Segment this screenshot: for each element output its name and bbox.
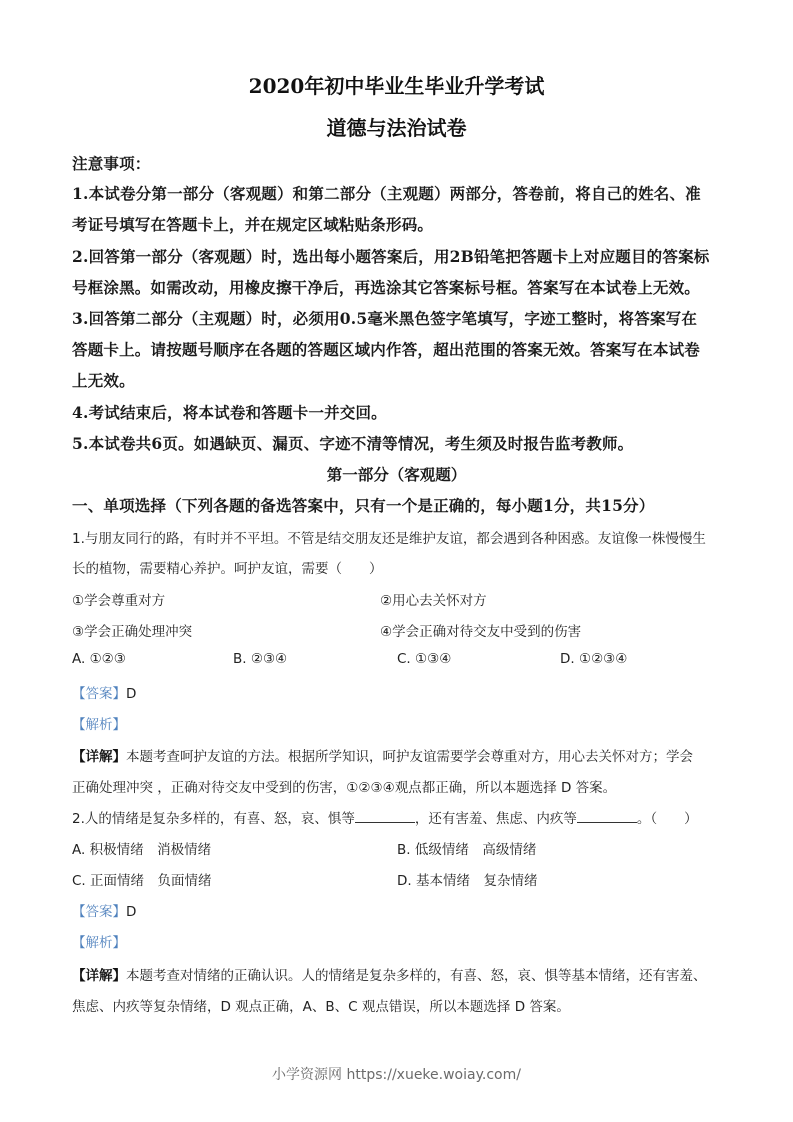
question-2-stem bbox=[72, 807, 698, 827]
footer-watermark: 小学资源网 https://xueke.woiay.com/ bbox=[272, 1067, 521, 1083]
answer-value: D bbox=[126, 686, 137, 702]
stem-text: ，还有害羞、焦虑、内疚等 bbox=[414, 811, 577, 827]
part1-heading: 第一部分（客观题） bbox=[326, 465, 467, 484]
notes-line: 号框涂黑。如需改动，用橡皮擦干净后，再选涂其它答案标号框。答案写在本试卷上无效。 bbox=[72, 278, 701, 297]
question-2-detail bbox=[72, 964, 707, 984]
stem-text: 。（ ） bbox=[636, 811, 698, 827]
question-2-detail-cont: 焦虑、内疚等复杂情绪，D 观点正确，A、B、C 观点错误，所以本题选择 D 答案。 bbox=[72, 999, 570, 1015]
notes-line: 考证号填写在答题卡上，并在规定区域粘贴条形码。 bbox=[72, 215, 434, 234]
fill-blank bbox=[577, 810, 637, 823]
notes-line: 上无效。 bbox=[72, 371, 135, 390]
answer-tag: 【答案】 bbox=[72, 904, 126, 920]
question-1-option-a: A. ①②③ bbox=[72, 651, 126, 667]
question-1-statement-1: ①学会尊重对方 bbox=[72, 593, 166, 609]
stem-text: 2.人的情绪是复杂多样的，有喜、怒，哀、惧等 bbox=[72, 811, 355, 827]
detail-tag: 【详解】 bbox=[72, 968, 126, 984]
question-1-option-d: D. ①②③④ bbox=[560, 651, 628, 667]
notes-line: 3.回答第二部分（主观题）时，必须用0.5毫米黑色签字笔填写，字迹工整时，将答案写在 bbox=[72, 309, 698, 328]
question-2-option-d: D. 基本情绪 复杂情绪 bbox=[397, 873, 538, 889]
question-2-analysis-tag: 【解析】 bbox=[72, 935, 126, 951]
question-1-analysis-tag: 【解析】 bbox=[72, 717, 126, 733]
exam-title: 2020年初中毕业生毕业升学考试 bbox=[248, 74, 545, 98]
answer-value: D bbox=[126, 904, 137, 920]
notes-line: 答题卡上。请按题号顺序在各题的答题区域内作答，超出范围的答案无效。答案写在本试卷 bbox=[72, 340, 701, 359]
question-2-option-c: C. 正面情绪 负面情绪 bbox=[72, 873, 212, 889]
notes-line: 4.考试结束后，将本试卷和答题卡一并交回。 bbox=[72, 403, 387, 422]
detail-text: 本题考查对情绪的正确认识。人的情绪是复杂多样的，有喜、怒，哀、惧等基本情绪，还有害羞、 bbox=[126, 968, 707, 984]
notes-line: 1.本试卷分第一部分（客观题）和第二部分（主观题）两部分，答卷前，将自己的姓名、准 bbox=[72, 184, 701, 203]
question-1-option-c: C. ①③④ bbox=[397, 651, 452, 667]
exam-subject-title: 道德与法治试卷 bbox=[326, 116, 467, 140]
question-2-option-a: A. 积极情绪 消极情绪 bbox=[72, 842, 212, 858]
section-heading: 一、单项选择（下列各题的备选答案中，只有一个是正确的，每小题1分，共15分） bbox=[72, 496, 655, 515]
question-2-option-b: B. 低级情绪 高级情绪 bbox=[397, 842, 537, 858]
question-2-answer bbox=[72, 900, 136, 920]
detail-text: 本题考查呵护友谊的方法。根据所学知识，呵护友谊需要学会尊重对方，用心去关怀对方；学会 bbox=[126, 749, 693, 765]
question-1-statement-3: ③学会正确处理冲突 bbox=[72, 624, 193, 640]
detail-tag: 【详解】 bbox=[72, 749, 126, 765]
question-1-detail bbox=[72, 745, 693, 765]
notes-line: 5.本试卷共6页。如遇缺页、漏页、字迹不清等情况，考生须及时报告监考教师。 bbox=[72, 434, 634, 453]
question-1-detail-cont: 正确处理冲突 ，正确对待交友中受到的伤害，①②③④观点都正确，所以本题选择 D 答案。 bbox=[72, 780, 617, 796]
question-1-statement-2: ②用心去关怀对方 bbox=[380, 593, 487, 609]
notes-line: 2.回答第一部分（客观题）时，选出每小题答案后，用2B铅笔把答题卡上对应题目的答案标 bbox=[72, 247, 710, 266]
question-1-option-b: B. ②③④ bbox=[233, 651, 288, 667]
answer-tag: 【答案】 bbox=[72, 686, 126, 702]
question-1-answer bbox=[72, 682, 136, 702]
notes-heading: 注意事项： bbox=[72, 154, 151, 173]
question-1-statement-4: ④学会正确对待交友中受到的伤害 bbox=[380, 624, 582, 640]
question-1-stem: 1.与朋友同行的路，有时并不平坦。不管是结交朋友还是维护友谊，都会遇到各种困惑。友谊像一株慢慢生 bbox=[72, 531, 706, 547]
fill-blank bbox=[355, 810, 415, 823]
question-1-stem-cont: 长的植物，需要精心养护。呵护友谊，需要（ ） bbox=[72, 561, 383, 577]
